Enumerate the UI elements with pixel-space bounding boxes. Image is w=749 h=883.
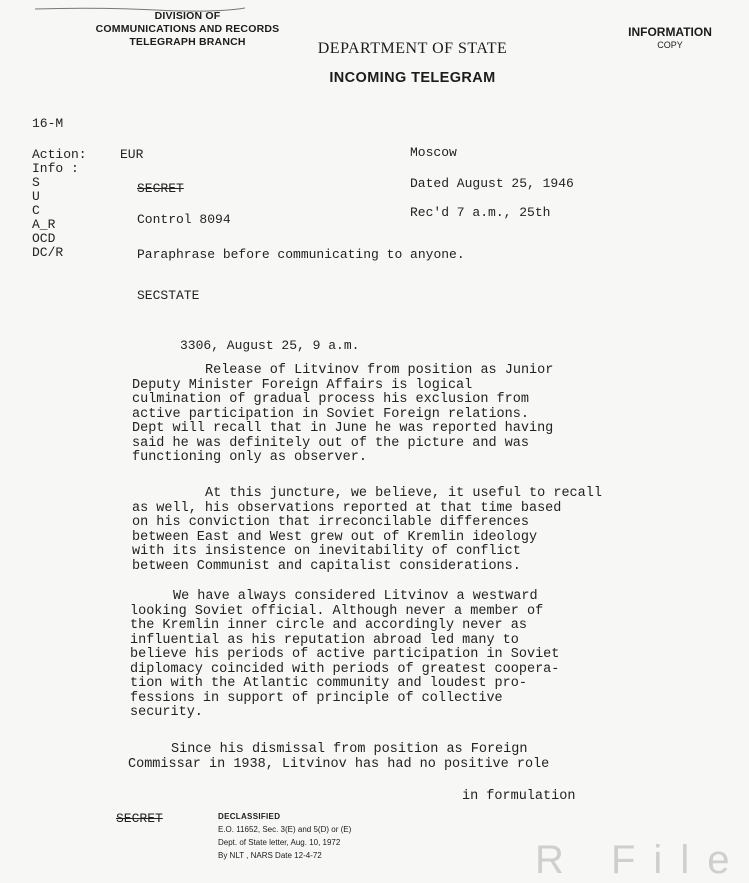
body-line: tion with the Atlantic community and loudest pro- (130, 676, 527, 691)
declassified-line: E.O. 11652, Sec. 3(E) and 5(D) or (E) (218, 825, 352, 834)
footer-classification: SECRET (116, 811, 163, 826)
continuation-line: in formulation (462, 789, 576, 804)
body-line: said he was definitely out of the picture and was (132, 435, 529, 451)
message-reference: 3306, August 25, 9 a.m. (180, 338, 360, 353)
copy-label: COPY (657, 40, 683, 50)
division-block (60, 10, 315, 49)
declassified-stamp (218, 810, 418, 862)
body-line: between East and West grew out of Kremlin ideology (132, 529, 538, 545)
instruction-line: Paraphrase before communicating to anyone. (137, 247, 465, 262)
body-line: security. (130, 705, 203, 720)
classification-mark: SECRET (137, 181, 184, 196)
information-label: INFORMATION (628, 25, 712, 39)
division-line: COMMUNICATIONS AND RECORDS (95, 23, 280, 35)
file-stamp: R File (535, 838, 748, 882)
distribution-item: C (32, 203, 40, 218)
dated-line: Dated August 25, 1946 (410, 176, 574, 191)
body-line: We have always considered Litvinov a westward (173, 589, 538, 604)
body-line: culmination of gradual process his exclusion from (132, 392, 529, 407)
body-line: Since his dismissal from position as Foreign (171, 742, 528, 757)
body-paragraph-2 (132, 487, 602, 574)
body-line: active participation in Soviet Foreign relations. (132, 406, 529, 422)
body-line: with its insistence on inevitability of conflict (132, 544, 521, 559)
info-label: Info : (32, 161, 79, 176)
body-line: Deputy Minister Foreign Affairs is logical (132, 377, 473, 393)
action-label: Action: (32, 147, 87, 162)
division-line: TELEGRAPH BRANCH (129, 36, 246, 48)
distribution-item: U (32, 189, 40, 204)
received-line: Rec'd 7 a.m., 25th (410, 205, 551, 220)
title-block (300, 40, 525, 86)
declassified-line: Dept. of State letter, Aug. 10, 1972 (218, 838, 341, 847)
addressee: SECSTATE (137, 288, 200, 303)
distribution-item: A_R (32, 217, 56, 232)
telegram-type: INCOMING TELEGRAM (329, 70, 496, 86)
body-paragraph-4 (128, 743, 549, 772)
body-paragraph-1 (132, 364, 553, 466)
division-line: DIVISION OF (154, 10, 221, 22)
body-line: Release of Litvinov from position as Junior (205, 363, 554, 378)
body-line: influential as his reputation abroad led many to (130, 632, 519, 648)
body-line: Commissar in 1938, Litvinov has had no positive role (128, 756, 550, 772)
distribution-item: S (32, 175, 40, 190)
department-title: DEPARTMENT OF STATE (317, 40, 508, 57)
body-line: Dept will recall that in June he was reported having (132, 421, 554, 436)
control-number: Control 8094 (137, 212, 231, 227)
body-line: believe his periods of active participation in Soviet (130, 647, 560, 662)
body-line: the Kremlin inner circle and accordingly never as (130, 618, 527, 633)
declassified-line: By NLT , NARS Date 12-4-72 (218, 851, 322, 860)
body-line: between Communist and capitalist considerations. (132, 558, 521, 574)
declassified-title: DECLASSIFIED (218, 812, 281, 821)
distribution-item: DC/R (32, 245, 64, 260)
telegram-number: 16-M (32, 116, 64, 131)
body-line: on his conviction that irreconcilable differences (132, 515, 529, 530)
body-line: as well, his observations reported at that time based (132, 500, 562, 516)
body-line: At this juncture, we believe, it useful to recall (205, 486, 602, 501)
body-paragraph-3 (130, 590, 559, 721)
action-value: EUR (120, 147, 144, 162)
distribution-item: OCD (32, 231, 56, 246)
origin-city: Moscow (410, 145, 457, 160)
body-line: diplomacy coincided with periods of greatest coopera- (130, 661, 560, 677)
copy-label-block (612, 25, 728, 50)
body-line: functioning only as observer. (132, 450, 367, 465)
body-line: fessions in support of principle of collective (130, 690, 503, 706)
body-line: looking Soviet official. Although never a member of (130, 603, 544, 619)
